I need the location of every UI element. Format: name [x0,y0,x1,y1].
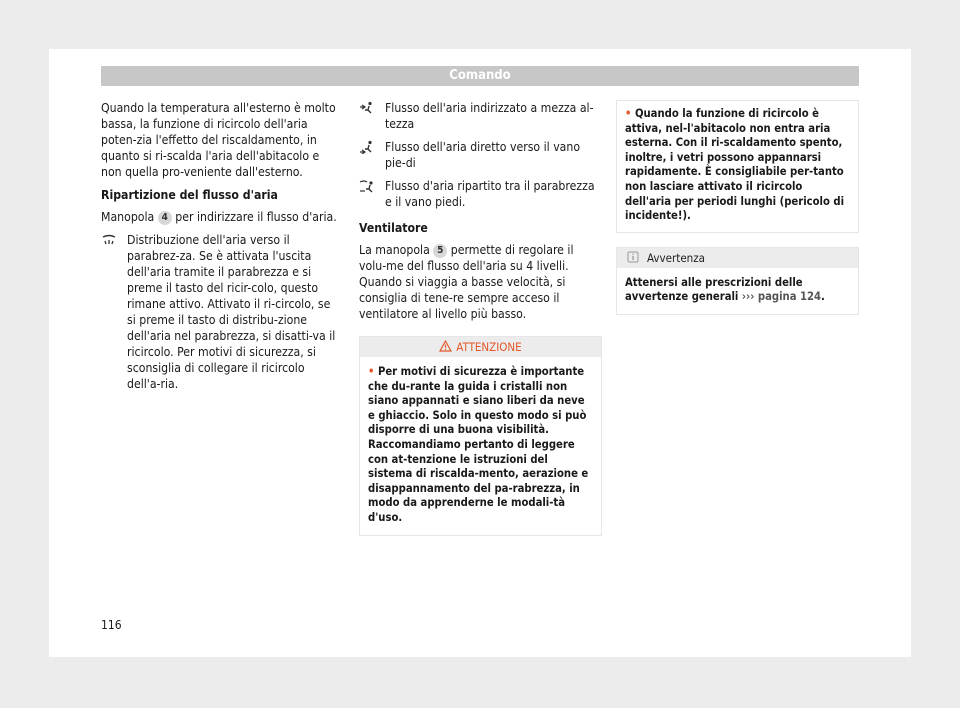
windscreen-distribution-item [101,232,341,392]
column-right [616,100,859,315]
page-number: 116 [101,618,122,632]
intro-paragraph: Quando la temperatura all'esterno è molto bassa, la funzione di ricircolo dell'aria poten-zia l'effetto del riscaldamento, in quanto si ri-scalda l'aria dell'abitacolo e non quella pro-veniente dall'esterno. [101,101,336,179]
airflow-feet-item [359,139,602,171]
bullet-icon: • [625,107,632,120]
windscreen-airflow-icon [101,233,117,247]
warning-text: Per motivi di sicurezza è importante che du-rante la guida i cristalli non siano appannati e siano liberi da neve e ghiaccio. Solo in questo modo si può disporre di una buona visibilità. Raccomandiamo pertanto di leggere con at-tenzione le istruzioni del sistema di riscalda-mento, aerazione e disappannamento del pa-rabrezza, in modo da apprenderne le modali-tà d'uso. [368,365,589,524]
warning-box [359,336,602,536]
airflow-mid-height-icon [359,101,375,115]
note-body [617,268,858,314]
warning-continuation-box [616,100,859,233]
airflow-mid-text: Flusso dell'aria indirizzato a mezza al-tezza [385,101,594,131]
column-middle [359,100,602,536]
page-reference-link[interactable] [742,290,821,303]
airflow-feet-text: Flusso dell'aria diretto verso il vano pie-di [385,140,581,170]
windscreen-distribution-text: Distribuzione dell'aria verso il parabrez-za. Se è attivata l'uscita dell'aria tramite il parabrezza e si preme il tasto del ricir-colo, questo rimane attivo. Attivato il ri-circolo, se si preme il tasto di distribu-zione dell'aria nel parabrezza, si disatti-va il ricircolo. Per motivi di sicurezza, si sconsiglia di collegare il ricircolo dell'a-ria. [127,233,336,391]
bullet-icon: • [368,365,375,378]
reference-arrow: ››› [741,290,755,304]
air-distribution-heading: Ripartizione del flusso d'aria [101,188,278,202]
warning-continuation-text: Quando la funzione di ricircolo è attiva, nel-l'abitacolo non entra aria esterna. Con il ri-scaldamento spento, inoltre, i vetri possono appannarsi rapidamente. È consigliabile per-tanto non lasciare attivato il ricircolo dell'aria per periodi lunghi (pericolo di incidente!). [625,107,845,223]
airflow-windscreen-feet-icon [359,179,375,193]
airflow-mixed-item [359,178,602,210]
note-header [617,248,858,268]
airflow-mixed-text: Flusso d'aria ripartito tra il parabrezza e il vano piedi. [385,179,595,209]
airflow-feet-icon [359,140,375,154]
column-left [101,100,341,399]
fan-paragraph [359,242,602,322]
info-icon [627,251,639,263]
warning-body [360,357,601,535]
knob-suffix: per indirizzare il flusso d'aria. [175,210,337,224]
knob-paragraph [101,209,341,225]
section-header: Comando [101,66,859,86]
airflow-mid-item [359,100,602,132]
reference-page: pagina 124 [757,290,821,304]
note-box [616,247,859,315]
fan-suffix: permette di regolare il volu-me del flusso dell'aria su 4 livelli. Quando si viaggia a basse velocità, si consiglia di tene-re sempre acceso il ventilatore al livello più basso. [359,243,574,321]
fan-heading: Ventilatore [359,221,428,235]
warning-header [360,337,601,357]
fan-knob-number-badge: 5 [433,244,447,258]
fan-prefix: La manopola [359,243,430,257]
note-end: . [821,290,825,304]
note-text: Attenersi alle prescrizioni delle avvertenze generali [625,275,803,304]
warning-triangle-icon [439,340,452,352]
knob-prefix: Manopola [101,210,155,224]
knob-number-badge: 4 [158,211,172,225]
note-title: Avvertenza [647,250,706,265]
warning-title: ATTENZIONE [456,340,522,354]
